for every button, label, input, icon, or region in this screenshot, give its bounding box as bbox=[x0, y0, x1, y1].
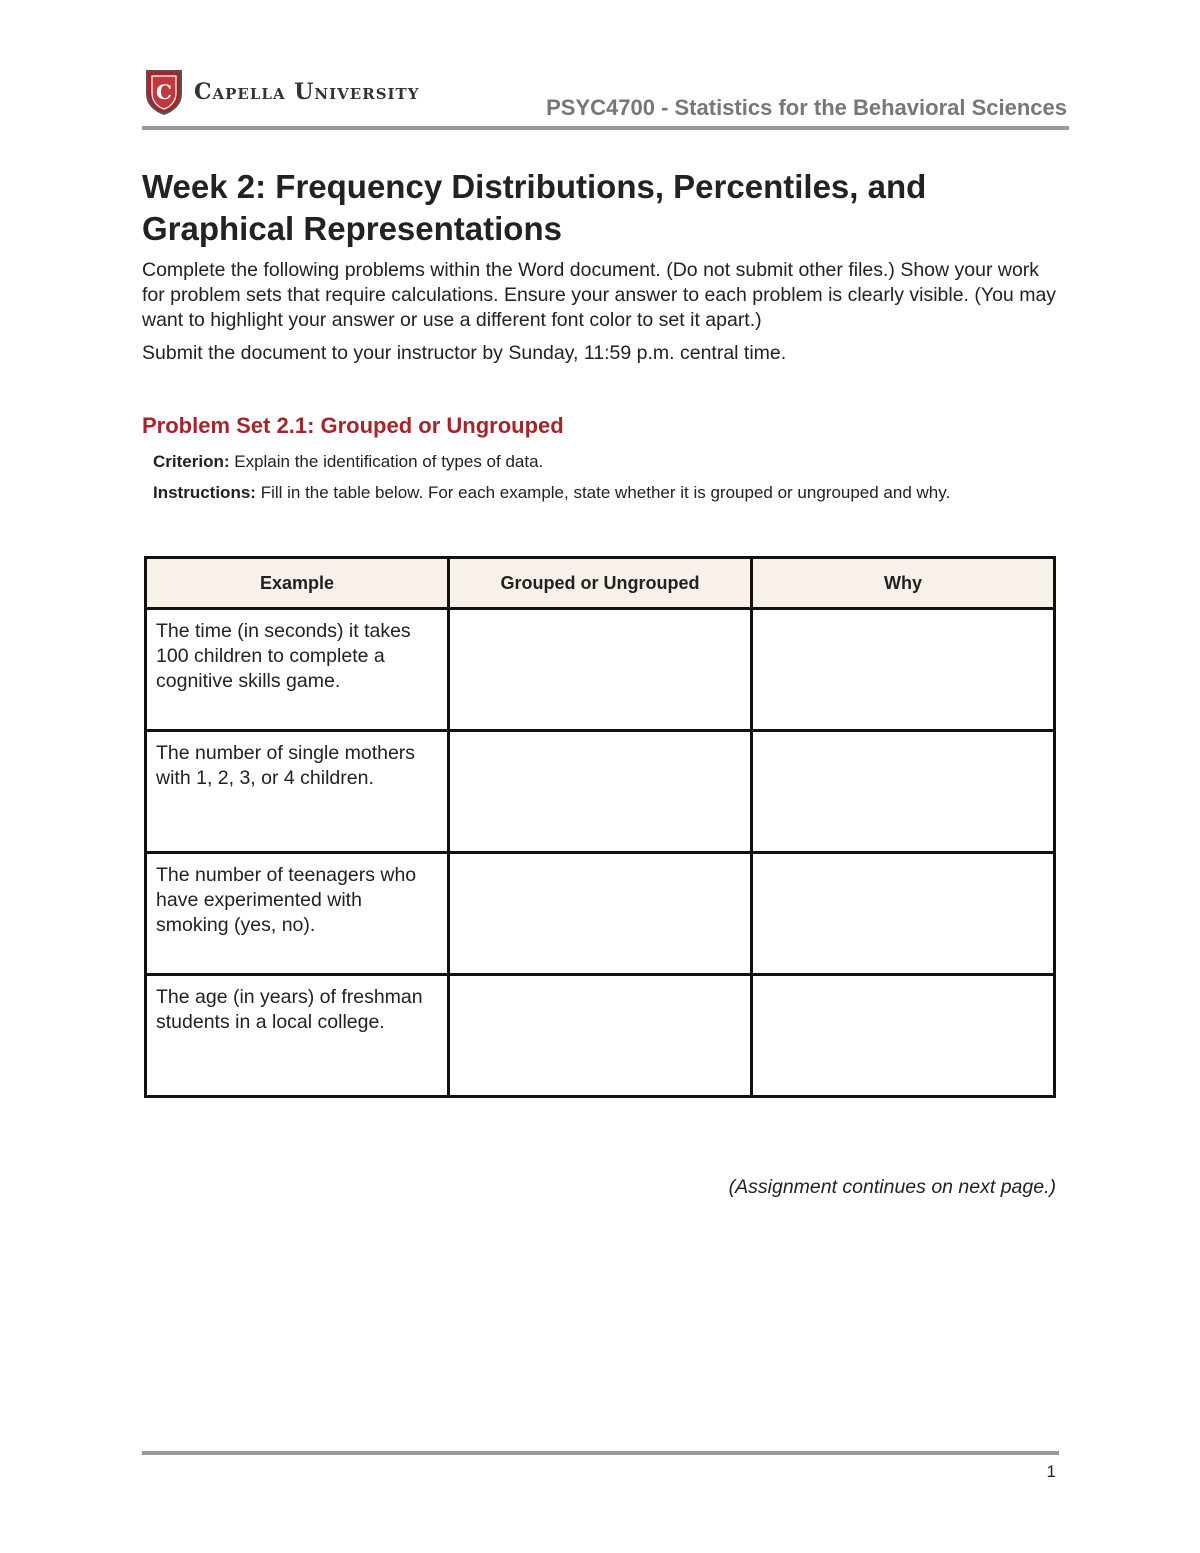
criterion-line bbox=[153, 451, 1053, 473]
example-cell: The age (in years) of freshman students in a local college. bbox=[146, 975, 449, 1097]
example-cell: The number of teenagers who have experimented with smoking (yes, no). bbox=[146, 853, 449, 975]
why-answer-cell[interactable] bbox=[752, 609, 1055, 731]
table-row bbox=[146, 975, 1055, 1097]
why-answer-cell[interactable] bbox=[752, 975, 1055, 1097]
footer-divider bbox=[142, 1451, 1059, 1455]
svg-text:C: C bbox=[156, 80, 172, 104]
example-cell: The time (in seconds) it takes 100 children to complete a cognitive skills game. bbox=[146, 609, 449, 731]
why-answer-cell[interactable] bbox=[752, 731, 1055, 853]
criterion-text: Explain the identification of types of data. bbox=[234, 452, 544, 471]
logo-wordmark: Capella University bbox=[194, 79, 420, 105]
page-header bbox=[142, 66, 1069, 132]
answer-table bbox=[144, 556, 1056, 1098]
intro-paragraph-2: Submit the document to your instructor by Sunday, 11:59 p.m. central time. bbox=[142, 342, 787, 364]
continues-note: (Assignment continues on next page.) bbox=[728, 1176, 1056, 1198]
column-header-grouped: Grouped or Ungrouped bbox=[449, 558, 752, 609]
header-divider bbox=[142, 126, 1069, 130]
column-header-example: Example bbox=[146, 558, 449, 609]
problem-set-heading: Problem Set 2.1: Grouped or Ungrouped bbox=[142, 413, 564, 438]
table-header-row bbox=[146, 558, 1055, 609]
column-header-why: Why bbox=[752, 558, 1055, 609]
page-title: Week 2: Frequency Distributions, Percentiles, and Graphical Representations bbox=[142, 168, 927, 247]
grouped-answer-cell[interactable] bbox=[449, 609, 752, 731]
criterion-label: Criterion: bbox=[153, 452, 230, 471]
instructions-label: Instructions: bbox=[153, 483, 256, 502]
table-row bbox=[146, 731, 1055, 853]
capella-logo bbox=[144, 68, 419, 116]
course-title: PSYC4700 - Statistics for the Behavioral Sciences bbox=[546, 95, 1067, 120]
problem-set-criteria bbox=[153, 451, 1053, 513]
grouped-answer-cell[interactable] bbox=[449, 975, 752, 1097]
grouped-answer-cell[interactable] bbox=[449, 853, 752, 975]
table-row bbox=[146, 853, 1055, 975]
instructions-text: Fill in the table below. For each example, state whether it is grouped or ungrouped and why. bbox=[260, 483, 951, 502]
page-number: 1 bbox=[1046, 1462, 1056, 1481]
intro-text bbox=[142, 258, 1062, 374]
grouped-answer-cell[interactable] bbox=[449, 731, 752, 853]
intro-paragraph-1: Complete the following problems within the Word document. (Do not submit other files.) Show your work for problem sets that require calculations. Ensure your answer to each problem is clearly visible. (You may want to highlight your answer or use a different font color to set it apart.) bbox=[142, 259, 1057, 331]
why-answer-cell[interactable] bbox=[752, 853, 1055, 975]
instructions-line bbox=[153, 482, 1053, 504]
shield-icon bbox=[144, 68, 184, 116]
example-cell: The number of single mothers with 1, 2, 3, or 4 children. bbox=[146, 731, 449, 853]
table-row bbox=[146, 609, 1055, 731]
